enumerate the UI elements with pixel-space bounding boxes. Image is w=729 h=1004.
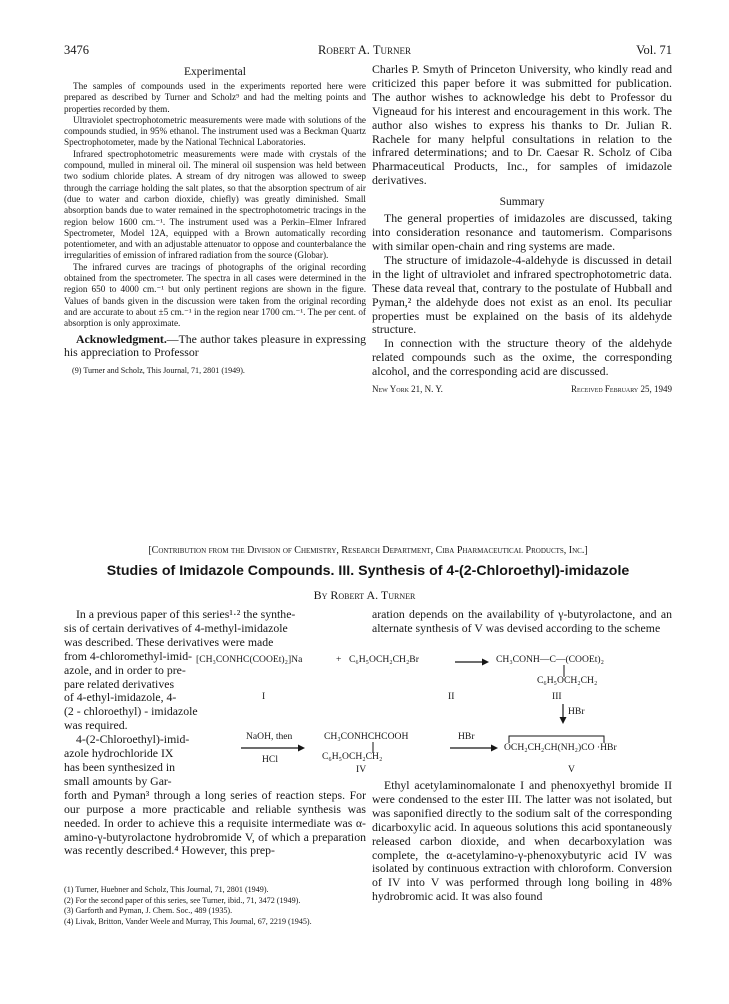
article-title: Studies of Imidazole Compounds. III. Synthesis of 4-(2-Chloroethyl)-imidazole — [106, 563, 630, 579]
summary-heading: Summary — [499, 196, 545, 209]
experimental-paragraph: The samples of compounds used in the experiments reported here were prepared as described by Turner and Scholz⁹ and had the melting points and properties recorded by them. — [64, 81, 366, 114]
experimental-paragraph: Infrared spectrophotometric measurements were made with crystals of the compound, mulled in mineral oil. The mineral oil suspension was held between two sodium chloride plates. A stream of dry nitrogen was allowed to sweep through the carriage holding the salt plates, so that the absorption spectrum of air (due to water and carbon dioxide, chiefly) was greatly diminished. Small absorption bands due to water remained in the spectrophotometric tracings in the region below 1600 cm.⁻¹. The instrument used was a Perkin–Elmer Infrared Spectrometer, Model 12A, equipped with a Brown automatically recording potentiometer, and with an adjustable attenuator to oppose and counterbalance the irregularities of emission of infrared radiation from the source (Globar). — [64, 148, 366, 261]
arrow-down — [558, 704, 568, 724]
acknowledgment-continued — [372, 63, 672, 394]
experimental-paragraph: Ultraviolet spectrophotometric measurements were made with solutions of the compounds studied, in 95% ethanol. The instrument used was a Beckman Quartz Spectrophotometer, made by the National Technical Laboratories. — [64, 114, 366, 148]
running-author: Robert A. Turner — [318, 43, 411, 57]
reactant-II: C₆H₅OCH₂CH₂Br — [349, 654, 419, 665]
intro-paragraph: In a previous paper of this series¹·² the synthe- sis of certain derivatives of 4-methyl-imidazole was described. These derivatives were made from 4-chloromethyl-imid- azole, and in order to pre- pare related derivatives of 4-ethyl-imidazole, 4- (2 - chloroethyl) - imidazole was required. 4-(2-Chloroethyl)-imid- azole hydrochloride IX has been synthesized in small amounts by Gar- forth and Pyman³ through a long series of reaction steps. For our purpose a more practicable and reliable synthesis was needed. In order to achieve this a requisite intermediate was α-amino-γ-butyrolactone hydrobromide V, of which a preparation was recently described.⁴ However, this prep- — [64, 607, 366, 858]
acknowledgment-text-right: Charles P. Smyth of Princeton University, who kindly read and criticized this paper before it was submitted for publication. The author wishes to acknowledge his debt to Professor du Vigneaud for his interest and encouragement in this work. The author also wishes to express his thanks to Dr. Julian R. Rachele for many helpful consultations in relation to the infrared determinations; and to Dr. Caesar R. Scholz of Ciba Pharmaceutical Products, Inc., for samples of imidazole derivatives. — [372, 62, 672, 188]
reagent-naoh: NaOH, then — [246, 731, 293, 742]
scheme-intro: aration depends on the availability of γ-butyrolactone, and an alternate synthesis of V was devised according to the scheme — [372, 607, 672, 635]
label-II: II — [448, 691, 455, 702]
experimental-text — [64, 81, 366, 330]
product-III: CH₃CONH—C—(COOEt)₂ — [496, 654, 604, 665]
received-date: Received February 25, 1949 — [570, 384, 672, 395]
experimental-paragraph: The infrared curves are tracings of photographs of the original recording obtained from the spectrometer. The spectra in all cases were determined in the region 650 to 4000 cm.⁻¹ but only pertinent regions are shown in the figure. Values of bands given in the discussion were taken from the original recording and are accurate to about ±5 cm.⁻¹ in the region near 1700 cm.⁻¹. The per cent. of absorption is only approximate. — [64, 261, 366, 329]
summary-paragraph: The general properties of imidazoles are discussed, taking into consideration resonance and tautomerism. Comparisons with similar open-chain and ring systems are made. — [372, 211, 672, 253]
product-V: OCH₂CH₂CH(NH₂)CO ·HBr — [504, 742, 617, 753]
experimental-section — [64, 66, 366, 377]
footnote: (3) Garforth and Pyman, J. Chem. Soc., 489 (1935). — [64, 906, 233, 916]
label-III: III — [552, 691, 562, 702]
label-IV: IV — [356, 764, 367, 775]
reaction-scheme — [196, 650, 676, 775]
product-III-substituent: C₆H₅OCH₂CH₂ — [537, 675, 598, 686]
contribution-line: [Contribution from the Division of Chemistry, Research Department, Ciba Pharmaceutical Products, Inc.] — [148, 545, 588, 556]
footnote-9: (9) Turner and Scholz, This Journal, 71, 2801 (1949). — [72, 366, 245, 376]
previous-synthesis-paragraph: forth and Pyman³ through a long series of reaction steps. For our purpose a more practicable and reliable synthesis was needed. In order to achieve this a requisite intermediate was α-amino-γ-butyrolactone hydrobromide V, of which a preparation was recently described.⁴ However, this prep- — [64, 787, 366, 858]
acknowledgment — [64, 333, 366, 361]
reagent-hbr-down: HBr — [568, 706, 585, 717]
label-V: V — [568, 764, 575, 775]
acknowledgment-label: Acknowledgment. — [76, 331, 167, 346]
product-IV-substituent: C₆H₅OCH₂CH₂ — [322, 751, 383, 762]
footnotes — [64, 885, 366, 927]
experimental-heading: Experimental — [184, 66, 246, 78]
arrow-right — [454, 657, 490, 667]
footnote: (2) For the second paper of this series, see Turner, ibid., 71, 3472 (1949). — [64, 895, 301, 905]
arrow-right — [240, 743, 306, 753]
label-I: I — [262, 691, 266, 702]
reactant-I: [CH₃CONHC(COOEt)₂]Na — [196, 654, 303, 665]
footnote: (4) Livak, Britton, Vander Weele and Murray, This Journal, 67, 2219 (1945). — [64, 916, 312, 926]
page-number: 3476 — [64, 43, 89, 57]
address: New York 21, N. Y. — [372, 384, 443, 395]
reagent-hcl: HCl — [262, 754, 278, 765]
plus-sign: + — [336, 654, 342, 665]
volume: Vol. 71 — [636, 43, 672, 57]
summary-paragraph: In connection with the structure theory of the aldehyde related compounds such as the oxime, the corresponding alcohol, and the corresponding acid are discussed. — [372, 336, 672, 379]
dateline — [372, 384, 672, 394]
summary-paragraph: The structure of imidazole-4-aldehyde is discussed in detail in the light of ultraviolet and infrared spectrophotometric data. These data reveal that, contrary to the postulate of Hubball and Pyman,² the aldehyde does not exist as an enol. Its peculiar properties must be explained on the basis of its aldehyde structure. — [372, 252, 672, 337]
condensation-paragraph: Ethyl acetylaminomalonate I and phenoxyethyl bromide II were condensed to the ester III. The latter was not isolated, but was saponified directly to the sodium salt of the corresponding dicarboxylic acid. In aqueous solutions this acid spontaneously released carbon dioxide, and when decarboxylation was complete, the α-acetylamino-γ-phenoxybutyric acid IV was isolated by continuous extraction with chloroform. Conversion of IV into V was performed through long boiling in 48% hydrobromic acid. It was also found — [372, 778, 672, 904]
summary-text — [372, 212, 672, 379]
arrow-right — [449, 743, 499, 753]
acknowledgment-text-left: —The author takes pleasure in expressing his appreciation to Professor — [64, 331, 366, 360]
footnote: (1) Turner, Huebner and Scholz, This Journal, 71, 2801 (1949). — [64, 885, 269, 894]
reagent-hbr: HBr — [458, 731, 475, 742]
byline: By Robert A. Turner — [313, 588, 416, 602]
product-IV: CH₃CONHCHCOOH — [324, 731, 409, 742]
